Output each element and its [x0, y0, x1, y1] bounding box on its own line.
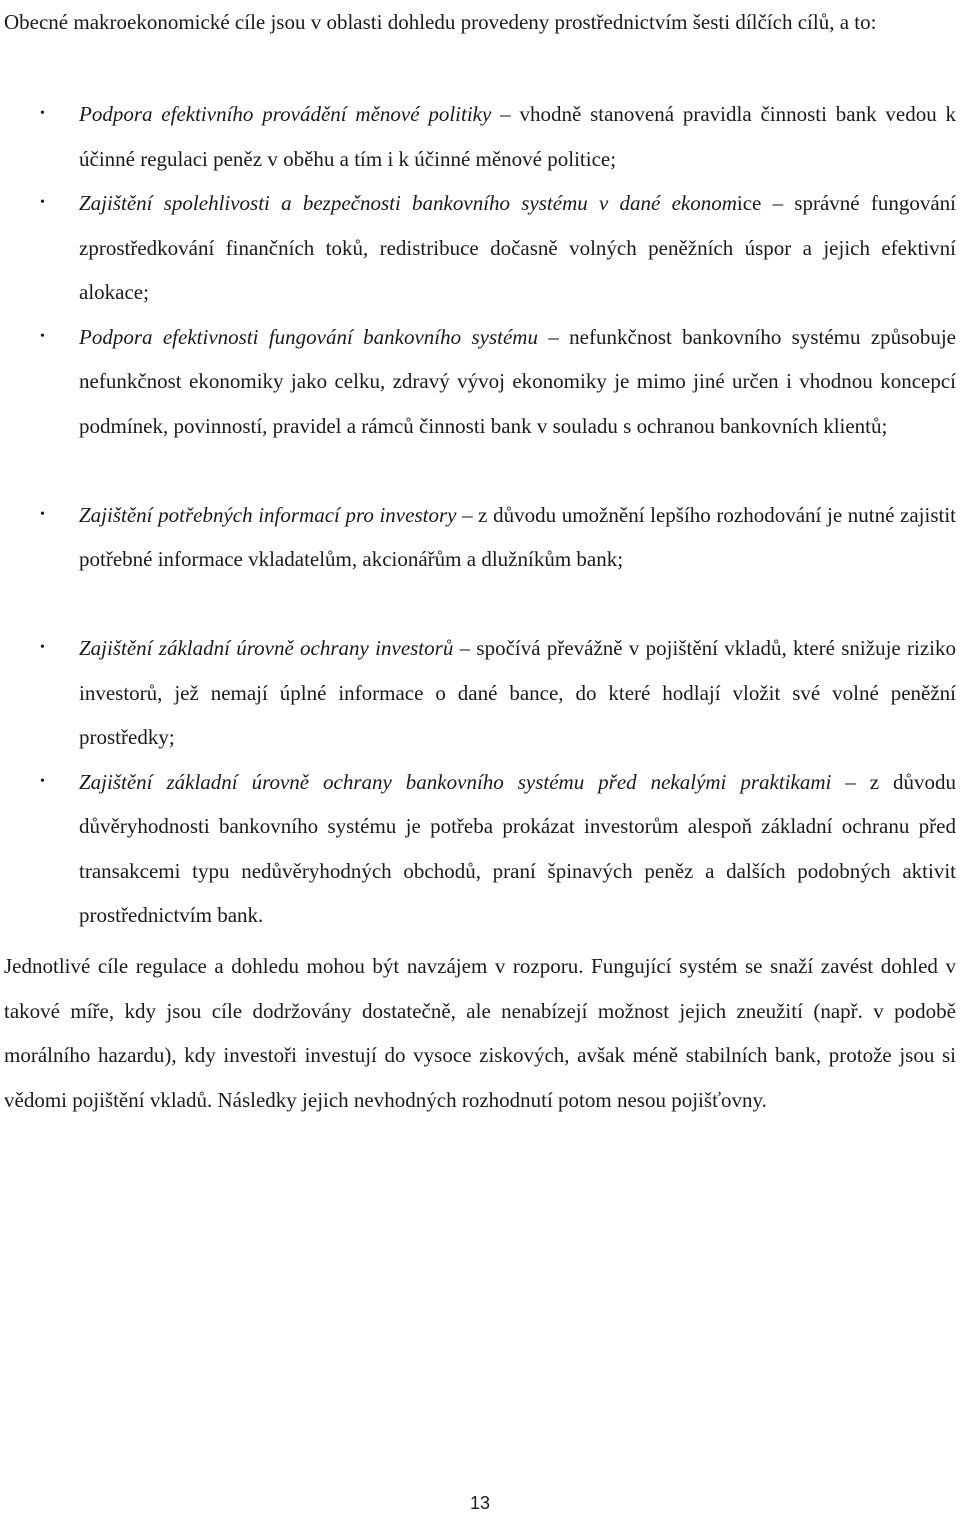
closing-paragraph: Jednotlivé cíle regulace a dohledu mohou být navzájem v rozporu. Fungující systém se snaží zavést dohled v takové míře, kdy jsou cíle dodržovány dostatečně, ale nenabízejí možnost jejich zneužití (např. v podobě morálního hazardu), kdy investoři investují do vysoce ziskových, avšak méně stabilních bank, protože jsou si vědomi pojištění vkladů. Následky jejich nevhodných rozhodnutí potom nesou pojišťovny.	[4, 954, 956, 1112]
goal-text: – vhodně stanovená pravidla činnosti bank vedou k účinné regulaci peněz v oběhu a tím i k účinné měnové politice;	[79, 102, 956, 171]
bullet-icon: •	[40, 640, 45, 655]
list-item	[0, 315, 956, 493]
goal-term: Zajištění spolehlivosti a bezpečnosti bankovního systému v dané ekonom	[79, 191, 737, 215]
bullet-icon: •	[40, 328, 45, 344]
goal-text: – spočívá převážně v pojištění vkladů, které snižuje riziko investorů, jež nemají úplné informace o dané bance, do které hodlají vložit své volné peněžní prostředky;	[79, 636, 956, 749]
list-item	[0, 626, 956, 760]
goal-term: Zajištění základní úrovně ochrany investorů	[79, 636, 454, 660]
bullet-icon: •	[40, 773, 45, 789]
list-item	[0, 181, 956, 315]
goal-term: Podpora efektivního provádění měnové politiky	[79, 102, 492, 126]
goal-text: – z důvodu umožnění lepšího rozhodování je nutné zajistit potřebné informace vkladatelům, akcionářům a dlužníkům bank;	[79, 502, 956, 571]
goal-text: ice – správné fungování zprostředkování finančních toků, redistribuce dočasně volných peněžních úspor a jejich efektivní alokace;	[79, 191, 956, 304]
intro-paragraph: Obecné makroekonomické cíle jsou v oblasti dohledu provedeny prostřednictvím šesti dílčích cílů, a to:	[4, 10, 877, 34]
bullet-icon: •	[40, 106, 45, 121]
goal-term: Podpora efektivnosti fungování bankovního systému	[79, 324, 538, 349]
goal-text: – z důvodu důvěryhodnosti bankovního systému je potřeba prokázat investorům alespoň základní ochranu před transakcemi typu nedůvěryhodných obchodů, praní špinavých peněz a dalších podobných aktivit prostřednictvím bank.	[79, 769, 956, 927]
page-number: 13	[469, 1493, 491, 1513]
goals-list	[0, 92, 960, 938]
list-item	[0, 92, 956, 181]
bullet-icon: •	[40, 506, 45, 522]
bullet-icon: •	[40, 195, 45, 210]
list-item	[0, 760, 956, 938]
goal-text: – nefunkčnost bankovního systému způsobuje nefunkčnost ekonomiky jako celku, zdravý vývoj ekonomiky je mimo jiné určen i vhodnou koncepcí podmínek, povinností, pravidel a rámců činnosti bank v souladu s ochranou bankovních klientů;	[79, 324, 957, 438]
goal-term: Zajištění potřebných informací pro investory	[79, 502, 457, 527]
list-item	[0, 493, 956, 627]
goal-term: Zajištění základní úrovně ochrany bankovního systému před nekalými praktikami	[79, 769, 832, 794]
